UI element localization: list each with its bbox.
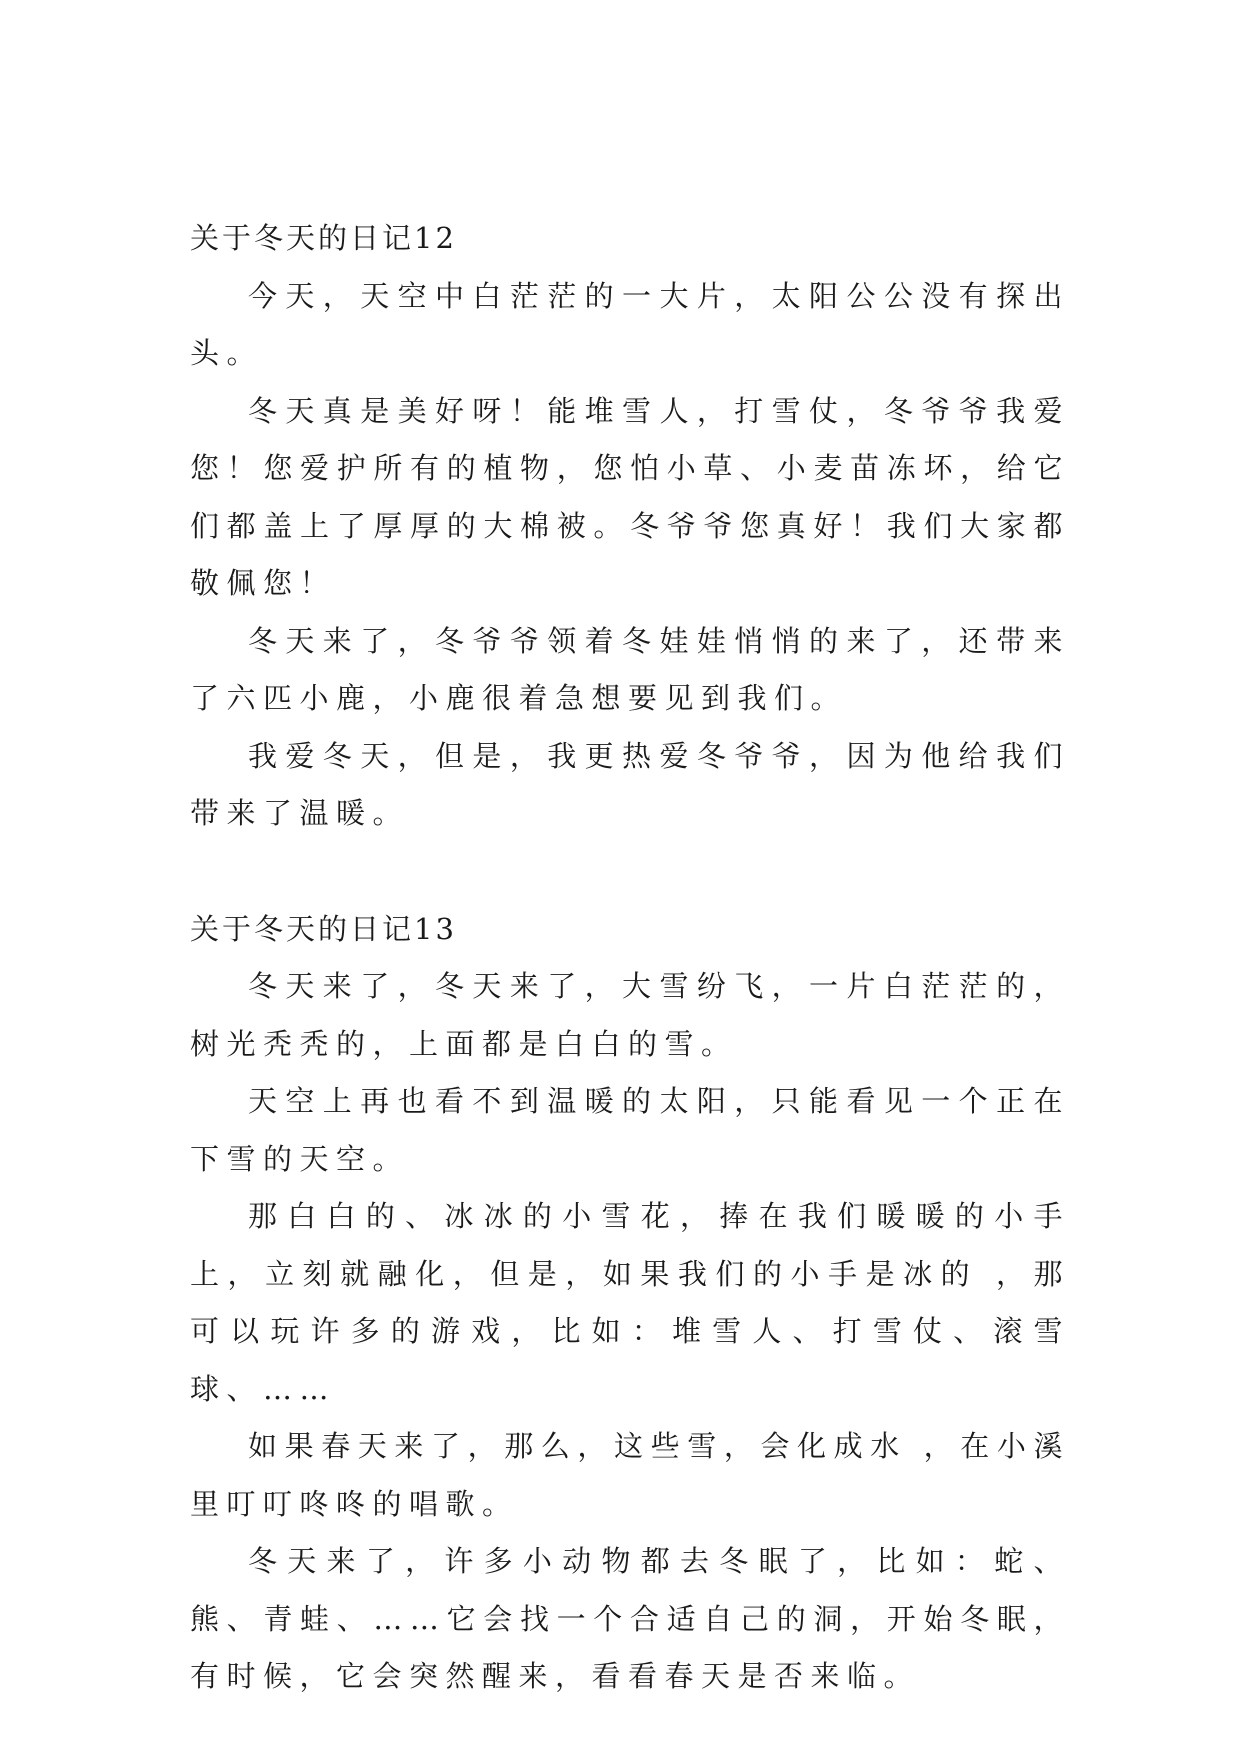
entry-paragraph: 那白白的、冰冰的小雪花，捧在我们暖暖的小手上，立刻就融化，但是，如果我们的小手是冰的 ，那可以玩许多的游戏，比如：堆雪人、打雪仗、滚雪球、…… [190, 1199, 1070, 1406]
diary-entry-13 [190, 901, 1070, 1706]
entry-paragraph: 今天，天空中白茫茫的一大片，太阳公公没有探出头。 [190, 278, 1070, 370]
entry-paragraph: 天空上再也看不到温暖的太阳，只能看见一个正在下雪的天空。 [190, 1084, 1070, 1176]
entry-paragraph: 冬天来了，冬爷爷领着冬娃娃悄悄的来了，还带来了六匹小鹿，小鹿很着急想要见到我们。 [190, 623, 1070, 715]
entry-paragraph: 如果春天来了，那么，这些雪，会化成水 ，在小溪里叮叮咚咚的唱歌。 [190, 1429, 1070, 1521]
entry-paragraph: 冬天真是美好呀！能堆雪人，打雪仗，冬爷爷我爱您！您爱护所有的植物，您怕小草、小麦苗冻坏，给它们都盖上了厚厚的大棉被。冬爷爷您真好！我们大家都敬佩您！ [190, 393, 1070, 600]
entry-title: 关于冬天的日记12 [190, 221, 457, 255]
entry-paragraph: 我爱冬天，但是，我更热爱冬爷爷，因为他给我们带来了温暖。 [190, 738, 1070, 830]
diary-entry-12 [190, 210, 1070, 843]
entry-paragraph: 冬天来了，冬天来了，大雪纷飞，一片白茫茫的，树光秃秃的，上面都是白白的雪。 [190, 969, 1070, 1061]
document-page [190, 210, 1070, 1706]
entry-title: 关于冬天的日记13 [190, 911, 457, 946]
entry-paragraph: 冬天来了，许多小动物都去冬眠了，比如：蛇、熊、青蛙、……它会找一个合适自己的洞，开始冬眠，有时候，它会突然醒来，看看春天是否来临。 [190, 1544, 1070, 1693]
